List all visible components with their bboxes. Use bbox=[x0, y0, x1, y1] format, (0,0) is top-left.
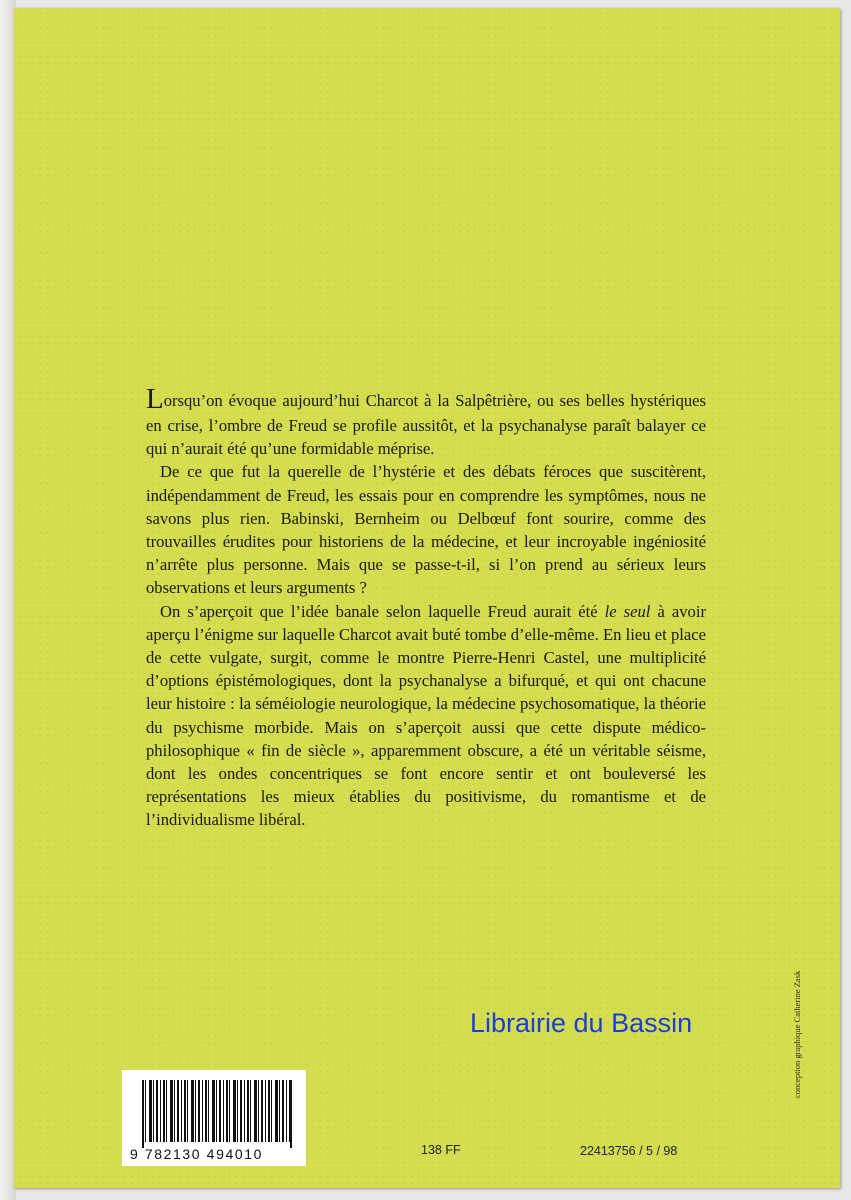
blurb-paragraph-3 bbox=[146, 600, 706, 832]
blurb-italic-emphasis: le seul bbox=[604, 601, 651, 621]
blurb-paragraph-1-text: orsqu’on évoque aujourd’hui Charcot à la Salpêtrière, ou ses belles hystériques en crise, l’ombre de Freud se profile aussitôt, et la psychanalyse paraît balayer ce qui n’aurait été qu’une formidable méprise. bbox=[146, 391, 706, 459]
design-credit: conception graphique Catherine Zask bbox=[792, 970, 802, 1098]
barcode-number: 9 782130 494010 bbox=[130, 1146, 263, 1162]
blurb-paragraph-3-end: à avoir aperçu l’énigme sur laquelle Charcot avait buté tombe d’elle-même. En lieu et place de cette vulgate, surgit, comme le montre Pierre-Henri Castel, une multiplicité d’options épistémologiques, dont la psychanalyse a bifurqué, et qui ont chacune leur histoire : la séméiologie neurologique, la médecine psychosomatique, la théorie du psychisme morbide. Mais on s’aperçoit aussi que cette dispute médico-philosophique « fin de siècle », apparemment obscure, a été un véritable séisme, dont les ondes concentriques se font encore sentir et ont bouleversé les représentations les mieux établies du positivisme, du romantisme et de l’individualisme libéral. bbox=[146, 601, 706, 830]
blurb-paragraph-3-start: On s’aperçoit que l’idée banale selon laquelle Freud aurait été bbox=[160, 601, 605, 621]
blurb-paragraph-2: De ce que fut la querelle de l’hystérie et des débats féroces que suscitèrent, indépendamment de Freud, les essais pour en comprendre les symptômes, nous ne savons plus rien. Babinski, Bernheim ou Delbœuf font sourire, comme des trouvailles érudites pour historiens de la médecine, et leur incroyable ingéniosité n’arrête plus personne. Mais que se passe-t-il, si l’on prend au sérieux leurs observations et leurs arguments ? bbox=[146, 462, 706, 598]
reference-number: 22413756 / 5 / 98 bbox=[580, 1144, 678, 1158]
barcode-label bbox=[122, 1070, 306, 1166]
blurb-paragraph-1 bbox=[146, 385, 706, 460]
bookseller-stamp: Librairie du Bassin bbox=[470, 1008, 693, 1038]
drop-cap: L bbox=[146, 383, 164, 415]
price: 138 FF bbox=[421, 1143, 461, 1157]
barcode-bars bbox=[142, 1080, 292, 1142]
back-cover-blurb bbox=[146, 385, 706, 832]
barcode-guard-right bbox=[290, 1080, 292, 1148]
